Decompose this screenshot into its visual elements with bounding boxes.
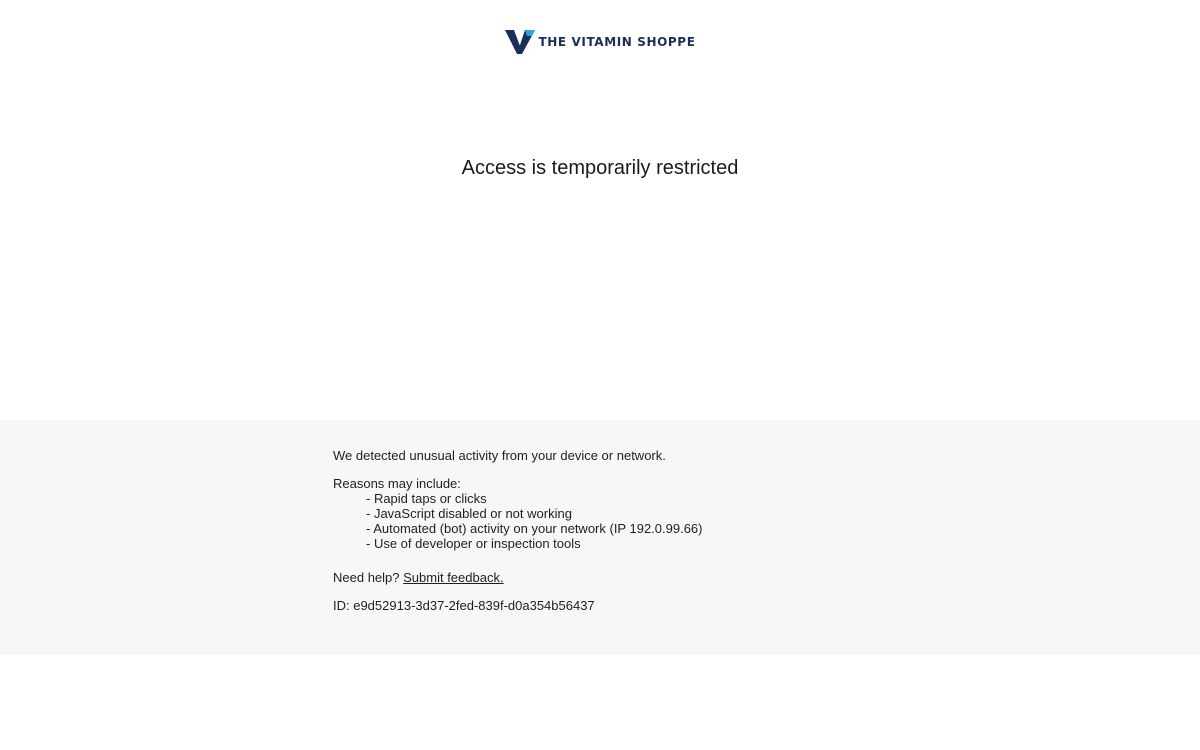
reason-item: - Automated (bot) activity on your network (IP 192.0.99.66): [366, 521, 703, 536]
help-line: [333, 570, 703, 585]
vitamin-shoppe-v-icon: [505, 28, 535, 54]
reason-item: - Use of developer or inspection tools: [366, 536, 581, 551]
submit-feedback-link[interactable]: Submit feedback.: [403, 570, 504, 585]
help-prefix: Need help?: [333, 570, 400, 585]
page-title: Access is temporarily restricted: [461, 157, 739, 179]
reasons-list: [333, 491, 703, 551]
info-content: [333, 448, 703, 613]
request-id: ID: e9d52913-3d37-2fed-839f-d0a354b56437: [333, 598, 595, 613]
info-panel: [0, 420, 1200, 655]
brand-name: THE VITAMIN SHOPPE: [538, 35, 696, 49]
reason-item: - JavaScript disabled or not working: [366, 506, 572, 521]
reasons-title: Reasons may include:: [333, 476, 461, 491]
reason-item: - Rapid taps or clicks: [366, 491, 487, 506]
detected-message: We detected unusual activity from your device or network.: [333, 448, 666, 463]
brand-logo[interactable]: [0, 28, 1200, 54]
